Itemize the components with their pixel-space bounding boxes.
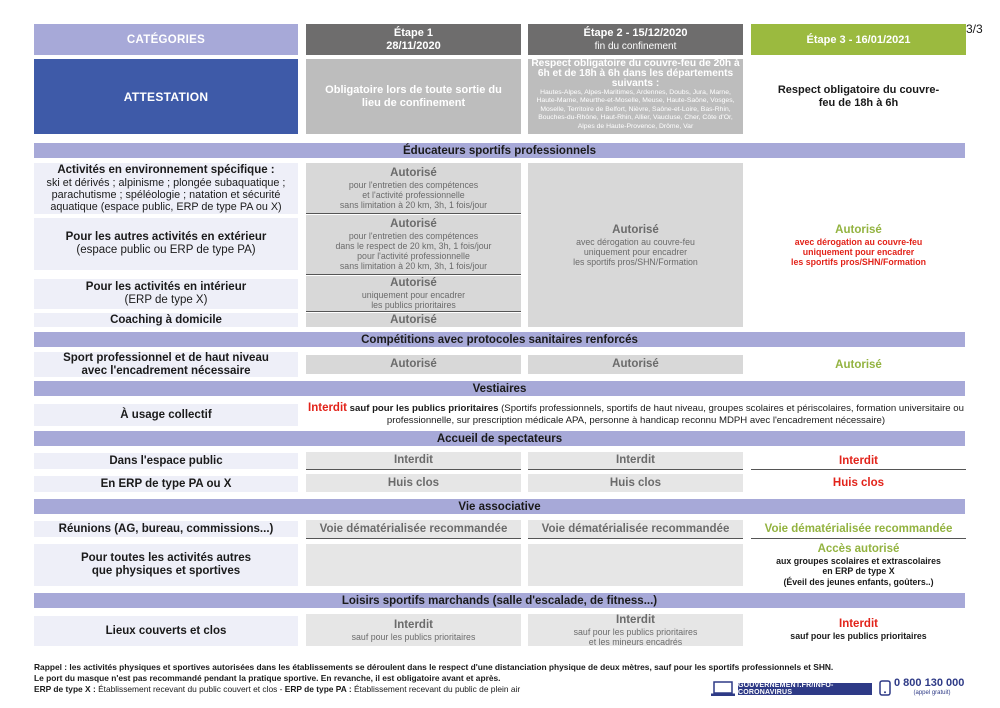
asso-r1-stage2: Voie dématérialisée recommandée (528, 520, 743, 539)
footer-line2: Le port du masque n'est pas recommandé pendant la pratique sportive. En revanche, il est obligatoire avant et après. (34, 673, 501, 683)
loisirs-stage3: Interdit sauf pour les publics prioritaires (790, 618, 927, 642)
page-number: 3/3 (966, 22, 983, 36)
vest-all-stages (306, 403, 966, 429)
stage3-header (751, 24, 966, 55)
educ-row1-title: Activités en environnement spécifique : (57, 164, 275, 176)
section-loisirs: Loisirs sportifs marchands (salle d'escalade, de fitness...) (34, 593, 965, 608)
spect-r2-stage2: Huis clos (528, 474, 743, 492)
educ-row3-desc: (ERP de type X) (124, 294, 208, 306)
phone-number[interactable]: 0 800 130 000 (appel gratuit) (894, 677, 965, 696)
stage2-header (528, 24, 743, 55)
educ-stage1-r2: Autorisé pour l'entretien des compétences dans le respect de 20 km, 3h, 1 fois/jour pour l'activité professionnelle sans limitation à 20 km, 3h, 1 fois/jour (306, 215, 521, 275)
educ-stage2: Autorisé avec dérogation au couvre-feu uniquement pour encadrer les sportifs pros/SHN/Formation (528, 163, 743, 327)
educ-stage1-r3: Autorisé uniquement pour encadrer les publics prioritaires (306, 276, 521, 312)
stage2-subtitle: fin du confinement (594, 40, 677, 52)
spect-r2-stage1: Huis clos (306, 474, 521, 492)
spect-row1-label: Dans l'espace public (34, 453, 298, 469)
educ-stage3: Autorisé avec dérogation au couvre-feu uniquement pour encadrer les sportifs pros/SHN/Formation (791, 223, 926, 267)
section-competitions: Compétitions avec protocoles sanitaires renforcés (34, 332, 965, 347)
asso-r1-stage1: Voie dématérialisée recommandée (306, 520, 521, 539)
attestation-stage2: Respect obligatoire du couvre-feu de 20h à 6h et de 18h à 6h dans les départements suivants : Hautes-Alpes, Alpes-Maritimes, Ardennes, Doubs, Jura, Marne, Haute-Marne, Meurthe-et-Moselle, Meuse, Haute-Saône, Vosges, Moselle, Territoire de Belfort, Nièvre, Saône-et-Loire, Bas-Rhin, Bouches-du-Rhône, Haut-Rhin, Allier, Vaucluse, Cher, Côte d'Or, Alpes de Haute-Provence, Drôme, Var (528, 59, 743, 134)
asso-r2-stage1 (306, 544, 521, 586)
stage3-title: Étape 3 - 16/01/2021 (806, 33, 911, 46)
vest-row-label: À usage collectif (34, 404, 298, 426)
educ-row-coaching (34, 313, 298, 327)
stage1-header (306, 24, 521, 55)
categories-header (34, 24, 298, 55)
spect-r1-stage2: Interdit (528, 452, 743, 470)
comp-stage3: Autorisé (835, 358, 882, 371)
stage1-title: Étape 1 (393, 26, 434, 39)
loisirs-stage1: Interdit sauf pour les publics prioritaires (306, 614, 521, 646)
section-educateurs: Éducateurs sportifs professionnels (34, 143, 965, 158)
section-vestiaires: Vestiaires (34, 381, 965, 396)
spect-r1-stage1: Interdit (306, 452, 521, 470)
educ-row2-desc: (espace public ou ERP de type PA) (76, 244, 256, 256)
educ-row4-title: Coaching à domicile (110, 313, 222, 326)
asso-r2-stage2 (528, 544, 743, 586)
comp-stage1: Autorisé (306, 355, 521, 374)
loisirs-row-label: Lieux couverts et clos (34, 616, 298, 646)
asso-row1-label: Réunions (AG, bureau, commissions...) (34, 521, 298, 537)
asso-r1-stage3: Voie dématérialisée recommandée (751, 520, 966, 539)
spect-r1-stage3: Interdit (751, 452, 966, 470)
educ-row-exterieur (34, 218, 298, 270)
educ-stage1-r4: Autorisé (306, 313, 521, 327)
gov-url-link[interactable]: GOUVERNEMENT.FR/INFO-CORONAVIRUS (738, 683, 872, 695)
vest-details: (Sportifs professionnels, sportifs de haut niveau, groupes scolaires et périscolaires, formation universitaire ou professionnelle, sur prescription médicale APA, personne à handicap reconnu MDPH avec l'encadrement nécessaire) (386, 403, 964, 426)
attestation-stage3: Respect obligatoire du couvre-feu de 18h à 6h (777, 83, 940, 109)
educ-row3-title: Pour les activités en intérieur (85, 281, 247, 293)
educ-row2-title: Pour les autres activités en extérieur (65, 231, 267, 243)
spect-row2-label: En ERP de type PA ou X (34, 476, 298, 492)
footer-line3: ERP de type X : Établissement recevant du public couvert et clos - ERP de type PA : Établissement recevant du public de plein air (34, 684, 521, 694)
attestation-label: ATTESTATION (34, 59, 298, 134)
laptop-icon (710, 681, 736, 697)
stage1-date: 28/11/2020 (386, 39, 441, 52)
asso-r2-stage3: Accès autorisé aux groupes scolaires et extrascolaires en ERP de type X (Éveil des jeunes enfants, goûters..) (776, 542, 941, 587)
loisirs-stage2: Interdit sauf pour les publics prioritaires et les mineurs encadrés (528, 614, 743, 646)
categories-header-label: CATÉGORIES (126, 33, 206, 46)
educ-row-interieur (34, 279, 298, 309)
asso-row2-label: Pour toutes les activités autres que physiques et sportives (34, 544, 298, 586)
phone-icon (878, 680, 892, 696)
attestation-stage1: Obligatoire lors de toute sortie du lieu de confinement (306, 59, 521, 134)
footer-line1: Rappel : les activités physiques et sportives autorisées dans les établissements se déroulent dans le respect d'une distanciation physique de deux mètres, sauf pour les sportifs professionnels et SHN. (34, 662, 834, 672)
educ-row1-desc: ski et dérivés ; alpinisme ; plongée subaquatique ; parachutisme ; spéléologie ; natation et sécurité aquatique (espace public, ERP de type PA ou X) (46, 177, 286, 213)
section-vie-associative: Vie associative (34, 499, 965, 514)
comp-stage2: Autorisé (528, 355, 743, 374)
stage2-title: Étape 2 - 15/12/2020 (583, 26, 688, 39)
vest-sauf: sauf pour les publics prioritaires (349, 403, 499, 414)
educ-stage1-r1: Autorisé pour l'entretien des compétences et l'activité professionnelle sans limitation à 20 km, 3h, 1 fois/jour (306, 163, 521, 214)
section-spectateurs: Accueil de spectateurs (34, 431, 965, 446)
vest-interdit: Interdit (308, 402, 347, 414)
educ-row-environnement (34, 163, 298, 214)
spect-r2-stage3: Huis clos (832, 477, 885, 489)
comp-row-label: Sport professionnel et de haut niveau avec l'encadrement nécessaire (34, 352, 298, 377)
